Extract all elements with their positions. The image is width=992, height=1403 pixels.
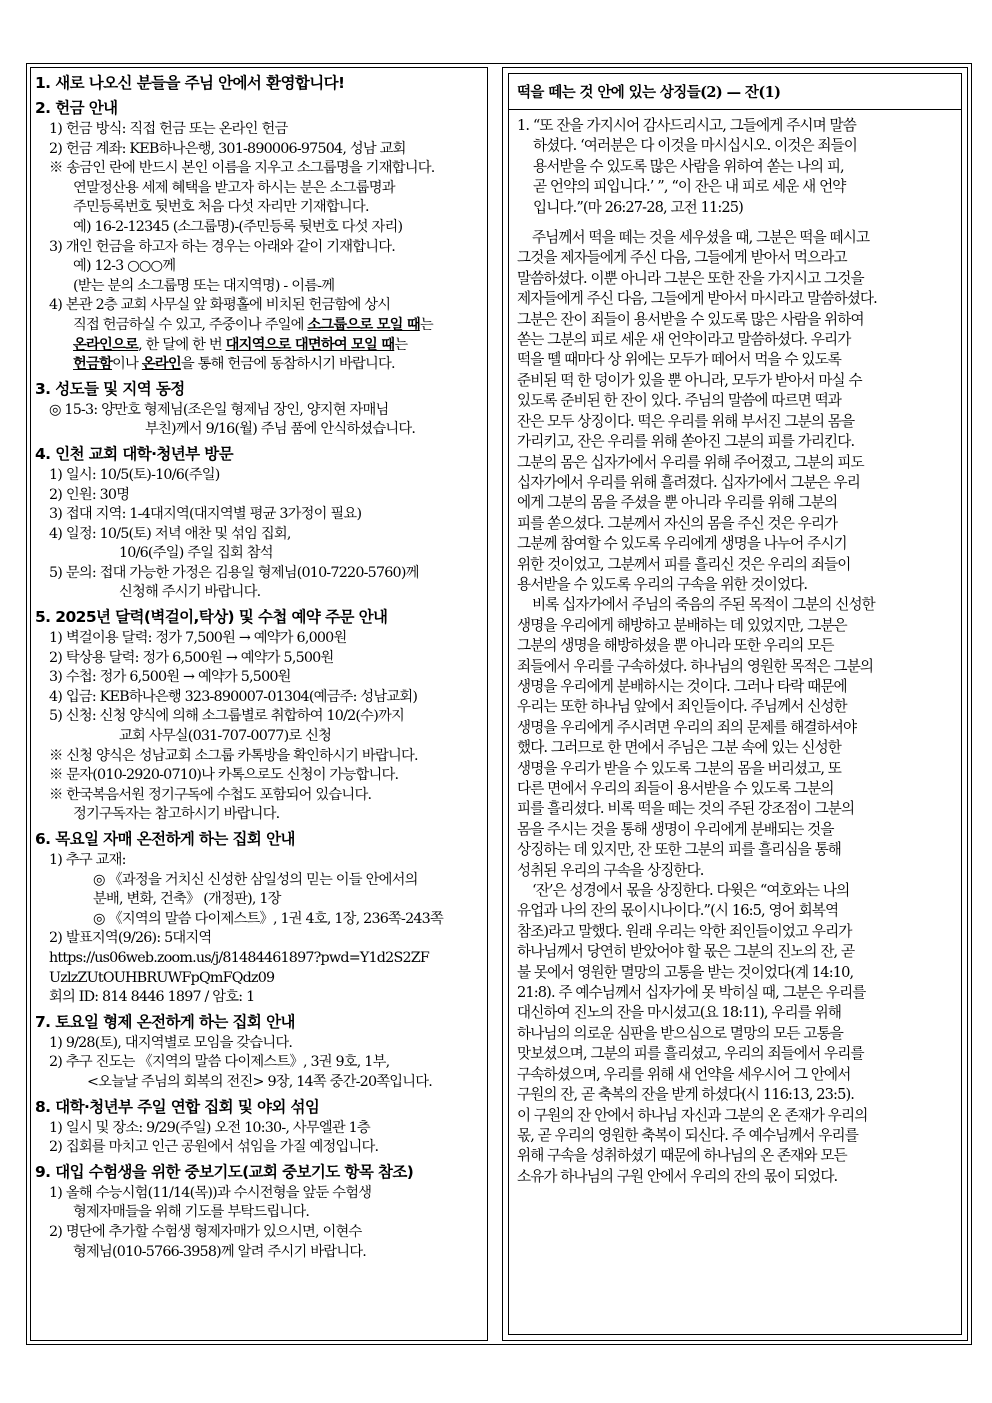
meditation-title: 떡을 떼는 것 안에 있는 상징들(2) — 잔(1) [509,82,961,110]
announcement-line: 4) 일정: 10/5(토) 저녁 애찬 및 섞임 집회, [49,525,291,542]
body-line: 다른 면에서 우리의 죄들이 용서받을 수 있도록 그분의 [517,780,834,797]
body-line: 비록 십자가에서 주님의 죽음의 주된 목적이 그분의 신성한 [517,596,875,614]
body-line: 가리키고, 잔은 우리를 위해 쏟아진 그분의 피를 가리킨다. [517,433,855,451]
announcement-line: 1) 올해 수능시험(11/14(목))과 수시전형을 앞둔 수험생 [49,1184,372,1201]
announcement-line: 1) 추구 교재: [49,852,126,868]
announcement-line: 2) 집회를 마치고 인근 공원에서 섞임을 가질 예정입니다. [49,1139,379,1156]
announcement-line [35,316,484,336]
announcement-line: ◎ 《과정을 거치신 신성한 삼일성의 믿는 이들 안에서의 [93,871,418,888]
body-line: 있도록 준비된 한 잔이 있다. 주님의 말씀에 따르면 떡과 [517,392,841,410]
announcement-line: 예) 16-2-12345 (소그룹명)-(주민등록 뒷번호 다섯 자리) [73,218,403,235]
meditation-box [508,73,962,1335]
body-line: 유업과 나의 잔의 몫이시나이다.”(시 16:5, 영어 회복역 [517,902,839,920]
body-line: 생명을 우리에게 분배하시는 것이다. 그러나 타락 때문에 [517,677,847,695]
announcement-line: ◎ 《지역의 말씀 다이제스트》, 1권 4호, 1장, 236쪽-243쪽 [93,910,443,927]
announcement-line: ※ 송금인 란에 반드시 본인 이름을 지우고 소그룹명을 기재합니다. [49,160,435,177]
announcement-line: 2) 추구 진도는 《지역의 말씀 다이제스트》, 3권 9호, 1부, [49,1054,390,1071]
body-line: 떡을 뗄 때마다 상 위에는 모두가 떼어서 먹을 수 있도록 [517,351,841,369]
highlighted-text: 헌금함 [73,356,113,373]
announcement-line: 4) 입금: KEB하나은행 323-890007-01304(예금주: 성남교회) [49,688,418,705]
body-line: ‘잔’은 성경에서 몫을 상징한다. 다윗은 “여호와는 나의 [517,882,850,900]
meditation-body [517,228,955,1187]
body-line: 용서받을 수 있도록 우리의 구속을 위한 것이었다. [517,575,808,593]
announcement-line [35,336,484,356]
announcement-line: 1) 일시: 10/5(토)-10/6(주일) [49,466,220,483]
section-title: 3. 성도들 및 지역 동정 [35,379,185,398]
announcement-line: 1) 벽걸이용 달력: 정가 7,500원 → 예약가 6,000원 [49,630,347,647]
announcement-line: 정기구독자는 참고하시기 바랍니다. [73,806,280,823]
body-line: 쏟는 그분의 피로 세운 새 언약이라고 말씀하셨다. 우리가 [517,331,851,349]
body-line: 소유가 하나님의 구원 안에서 우리의 잔의 몫이 되었다. [517,1167,838,1185]
announcement-line: 부친)께서 9/16(월) 주님 품에 안식하셨습니다. [145,421,416,438]
announcement-line: 형제자매들을 위해 기도를 부탁드립니다. [73,1204,310,1221]
announcement-line: 예) 12-3 ○○○께 [73,258,176,275]
announcement-line: 1) 9/28(토), 대지역별로 모임을 갖습니다. [49,1034,293,1051]
highlighted-text: 소그룹으로 모일 때 [307,316,420,333]
highlighted-text: 온라인 [141,356,181,373]
body-line: 그분의 생명을 해방하셨을 뿐 아니라 또한 우리의 모든 [517,637,834,655]
announcement-line: 1) 일시 및 장소: 9/29(주일) 오전 10:30-, 사무엘관 1층 [49,1119,370,1136]
announcement-line [35,355,484,375]
announcement-line: 5) 문의: 접대 가능한 가정은 김용일 형제님(010-7220-5760)께 [49,564,419,581]
body-line: 맛보셨으며, 그분의 피를 흘리셨고, 우리의 죄들에서 우리를 [517,1045,864,1063]
announcement-line: 3) 수첩: 정가 6,500원 → 예약가 5,500원 [49,669,291,686]
announcement-line: ◎ 15-3: 양만호 형제님(조은일 형제님 장인, 양지현 자매님 [49,401,389,418]
body-line: 불 못에서 영원한 멸망의 고통을 받는 것이었다(계 14:10, [517,963,854,981]
highlighted-text: 대지역으로 대면하여 모일 때 [225,336,395,353]
section-title: 4. 인천 교회 대학·청년부 방문 [35,444,234,463]
body-line: 했다. 그러므로 한 면에서 주님은 그분 속에 있는 신성한 [517,739,841,757]
body-line: 잔은 모두 상징이다. 떡은 우리를 위해 부서진 그분의 몸을 [517,412,855,430]
announcement-line: ※ 문자(010-2920-0710)나 카톡으로도 신청이 가능합니다. [49,767,399,784]
body-line: 참조)라고 말했다. 원래 우리는 악한 죄인들이었고 우리가 [517,922,852,940]
announcement-line: 5) 신청: 신청 양식에 의해 소그룹별로 취합하여 10/2(수)까지 [49,708,404,725]
section-title: 1. 새로 나오신 분들을 주님 안에서 환영합니다! [35,74,345,92]
scripture-line: 1. “또 잔을 가지시어 감사드리시고, 그들에게 주시며 말씀 [517,117,856,134]
body-line: 하나님께서 당연히 받았어야 할 몫은 그분의 진노의 잔, 곧 [517,943,855,961]
body-line: 주님께서 떡을 떼는 것을 세우셨을 때, 그분은 떡을 떼시고 [517,229,870,247]
body-line: 위한 것이었고, 그분께서 피를 흘리신 것은 우리의 죄들이 [517,555,851,573]
line-segment: 을 통해 헌금에 동참하시기 바랍니다. [180,356,395,373]
announcement-line: 교회 사무실(031-707-0077)로 신청 [119,728,332,745]
announcement-line: 3) 접대 지역: 1-4대지역(대지역별 평균 3가정이 필요) [49,506,362,523]
announcement-line: 2) 탁상용 달력: 정가 6,500원 → 예약가 5,500원 [49,649,334,666]
body-line: 제자들에게 주신 다음, 그들에게 받아서 마시라고 말씀하셨다. [517,290,877,308]
meditation-column [502,67,968,1341]
section-title: 5. 2025년 달력(벽걸이,탁상) 및 수첩 예약 주문 안내 [35,608,388,627]
body-line: 피를 쏟으셨다. 그분께서 자신의 몸을 주신 것은 우리가 [517,514,838,532]
line-segment: 직접 헌금하실 수 있고, 주중이나 주일에 [73,316,308,333]
body-line: 말씀하셨다. 이뿐 아니라 그분은 또한 잔을 가지시고 그것을 [517,269,864,287]
scripture-line: 하셨다. ‘여러분은 다 이것을 마시십시오. 이것은 죄들이 [533,137,857,155]
body-line: 그분은 잔이 죄들이 용서받을 수 있도록 많은 사람을 위하여 [517,310,864,328]
section-title: 6. 목요일 자매 온전하게 하는 집회 안내 [35,830,295,848]
body-line: 대신하여 진노의 잔을 마시셨고(요 18:11), 우리를 위해 [517,1004,842,1022]
scripture-line: 입니다.”(마 26:27-28, 고전 11:25) [533,198,743,216]
body-line: 준비된 떡 한 덩이가 있을 뿐 아니라, 모두가 받아서 마실 수 [517,371,862,389]
announcement-line: 회의 ID: 814 8446 1897 / 암호: 1 [49,989,255,1006]
line-segment: 는 [394,336,408,353]
body-line: 그분의 몸은 십자가에서 우리를 위해 주어졌고, 그분의 피도 [517,453,864,471]
body-line: 그것을 제자들에게 주신 다음, 그들에게 받아서 먹으라고 [517,249,847,267]
body-line: 하나님의 의로운 심판을 받으심으로 멸망의 모든 고통을 [517,1024,843,1042]
body-line: 구원의 잔, 곧 축복의 잔을 받게 하셨다(시 116:13, 23:5). [517,1086,854,1104]
announcements-column [30,67,488,1341]
body-line: 상징하는 데 있지만, 잔 또한 그분의 피를 흘리심을 통해 [517,841,841,859]
line-segment: 이나 [112,356,142,373]
announcement-line: 신청해 주시기 바랍니다. [119,584,261,601]
scripture-line: 곧 언약의 피입니다.’ ”, “이 잔은 내 피로 세운 새 언약 [533,178,846,196]
scripture-quote [517,116,955,218]
section-title: 2. 헌금 안내 [35,99,118,117]
body-line: 생명을 우리가 받을 수 있도록 그분의 몸을 버리셨고, 또 [517,759,841,777]
announcement-line: 2) 헌금 계좌: KEB하나은행, 301-890006-97504, 성남 교회 [49,140,406,157]
body-line: 피를 흘리셨다. 비록 떡을 떼는 것의 주된 강조점이 그분의 [517,800,855,818]
announcement-line: https://us06web.zoom.us/j/81484461897?pwd=Y1d2S2ZF [49,949,429,966]
body-line: 에게 그분의 몸을 주셨을 뿐 아니라 우리를 위해 그분의 [517,494,838,512]
body-line: 생명을 우리에게 해방하고 분배하는 데 있었지만, 그분은 [517,616,847,634]
body-line: 이 구원의 잔 안에서 하나님 자신과 그분의 온 존재가 우리의 [517,1106,868,1124]
body-line: 몫, 곧 우리의 영원한 축복이 되신다. 주 예수님께서 우리를 [517,1126,858,1144]
announcement-line: ※ 신청 양식은 성남교회 소그룹 카톡방을 확인하시기 바랍니다. [49,747,418,764]
announcement-line: ※ 한국복음서원 정기구독에 수첩도 포함되어 있습니다. [49,786,372,803]
body-line: 우리는 또한 하나님 앞에서 죄인들이다. 주님께서 신성한 [517,698,847,716]
announcement-line: (받는 분의 소그룹명 또는 대지역명) - 이름-께 [73,277,335,294]
announcement-line: 2) 발표지역(9/26): 5대지역 [49,930,212,947]
announcement-line: 10/6(주일) 주일 집회 참석 [119,545,273,562]
announcement-line: 연말정산용 세제 혜택을 받고자 하시는 분은 소그룹명과 [73,179,395,196]
announcement-line: UzlzZUtOUHBRUWFpQmFQdz09 [49,969,275,986]
body-line: 구속하셨으며, 우리를 위해 새 언약을 세우시어 그 안에서 [517,1065,851,1083]
announcement-line: 형제님(010-5766-3958)께 알려 주시기 바랍니다. [73,1243,366,1260]
section-title: 8. 대학·청년부 주일 연합 집회 및 야외 섞임 [35,1097,320,1116]
body-line: 죄들에서 우리를 구속하셨다. 하나님의 영원한 목적은 그분의 [517,657,874,675]
section-title: 7. 토요일 형제 온전하게 하는 집회 안내 [35,1012,295,1031]
announcement-line: 분배, 변화, 건축》 (개정판), 1장 [93,891,281,908]
body-line: 성취된 우리의 구속을 상징한다. [517,861,704,879]
announcement-line: 3) 개인 헌금을 하고자 하는 경우는 아래와 같이 기재합니다. [49,238,396,255]
announcement-line: 2) 인원: 30명 [49,486,130,503]
body-line: 21:8). 주 예수님께서 십자가에 못 박히실 때, 그분은 우리를 [517,984,866,1002]
line-segment: 는 [419,316,433,333]
scripture-line: 용서받을 수 있도록 많은 사람을 위하여 쏟는 나의 피, [533,157,844,175]
announcement-line: 1) 헌금 방식: 직접 헌금 또는 온라인 헌금 [49,121,288,137]
body-line: 몸을 주시는 것을 통해 생명이 우리에게 분배되는 것을 [517,820,834,838]
highlighted-text: 온라인으로 [73,336,139,353]
body-line: 위해 구속을 성취하셨기 때문에 하나님의 온 존재와 모든 [517,1147,847,1165]
announcement-line: 주민등록번호 뒷번호 처음 다섯 자리만 기재합니다. [73,199,369,216]
announcement-line: 2) 명단에 추가할 수험생 형제자매가 있으시면, 이현수 [49,1223,362,1240]
line-segment: , 한 달에 한 번 [138,336,226,353]
announcement-line: 4) 본관 2층 교회 사무실 앞 화평홀에 비치된 헌금함에 상시 [49,297,391,314]
section-title: 9. 대입 수험생을 위한 중보기도(교회 중보기도 항목 참조) [35,1162,414,1181]
announcement-line: <오늘날 주님의 회복의 전진> 9장, 14쪽 중간-20쪽입니다. [87,1073,433,1090]
body-line: 생명을 우리에게 주시려면 우리의 죄의 문제를 해결하셔야 [517,718,857,736]
body-line: 십자가에서 우리를 위해 흘려졌다. 십자가에서 그분은 우리 [517,473,860,491]
body-line: 그분께 참여할 수 있도록 우리에게 생명을 나누어 주시기 [517,535,847,553]
